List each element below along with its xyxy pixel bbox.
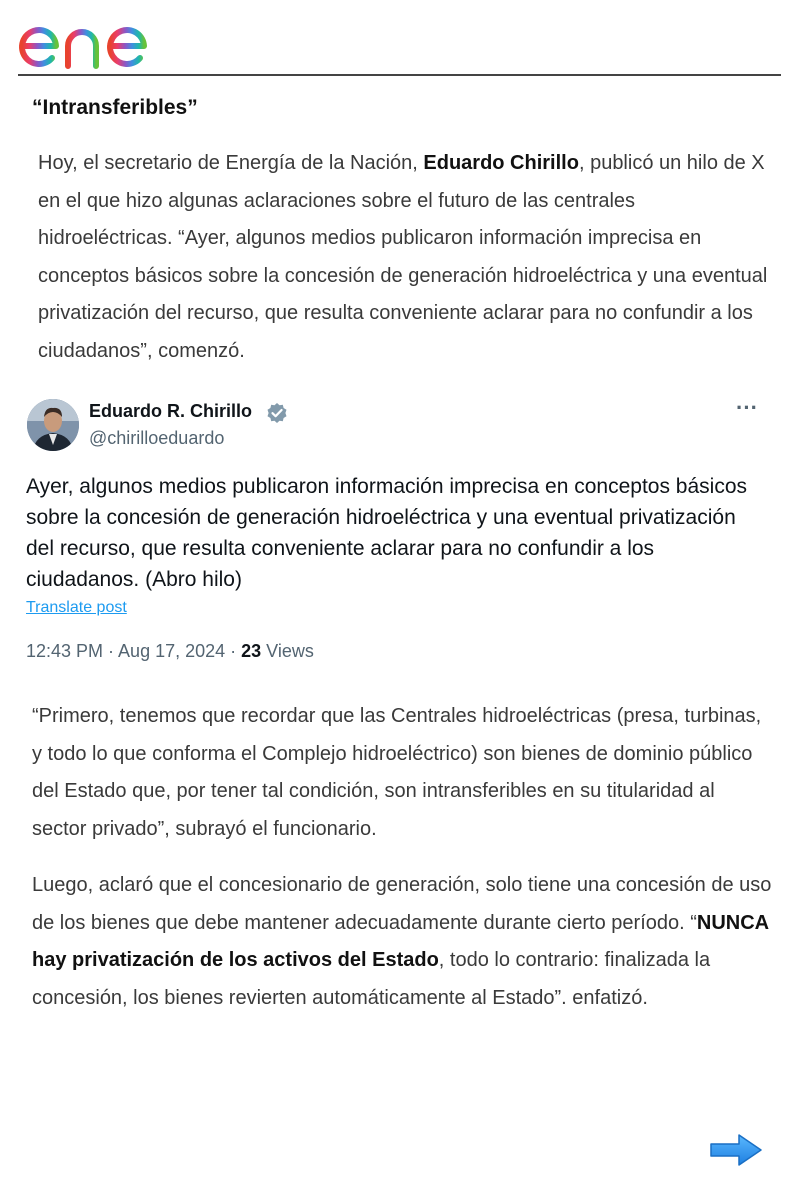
paragraph-quote: “Primero, tenemos que recordar que las Centrales hidroeléctricas (presa, turbinas, y todo lo que conforma el Complejo hidroeléctrico) son bienes de dominio público del Estado que, por tener tal condición, son intransferibles en su titularidad al sector privado”, subrayó el funcionario. xyxy=(32,705,762,840)
more-options-icon[interactable]: ··· xyxy=(736,395,758,420)
tweet-meta xyxy=(26,641,314,662)
tweet-views-count: 23 xyxy=(241,641,262,661)
verified-badge-icon xyxy=(266,402,288,424)
translate-post-link[interactable]: Translate post xyxy=(26,599,127,616)
avatar[interactable] xyxy=(27,399,79,451)
header-divider xyxy=(18,74,781,76)
tweet-author-name[interactable]: Eduardo R. Chirillo xyxy=(89,401,253,421)
paragraph-intro-bold: Eduardo Chirillo xyxy=(423,152,579,174)
tweet-author-handle[interactable]: @chirilloeduardo xyxy=(89,428,225,448)
tweet-text: Ayer, algunos medios publicaron información imprecisa en conceptos básicos sobre la concesión de generación hidroeléctrica y una eventual privatización del recurso, que resulta conveniente aclarar para no confundir a los ciudadanos. (Abro hilo) xyxy=(26,475,748,591)
next-arrow-icon[interactable] xyxy=(709,1132,763,1168)
tweet-views-label: Views xyxy=(261,641,314,661)
paragraph-intro xyxy=(38,145,768,370)
paragraph-conclusion-start: Luego, aclaró que el concesionario de generación, solo tiene una concesión de uso de los bienes que debe mantener adecuadamente durante cierto período. “ xyxy=(32,874,772,934)
enel-logo[interactable] xyxy=(16,6,182,70)
embedded-tweet[interactable] xyxy=(0,385,800,685)
section-title: “Intransferibles” xyxy=(32,96,198,119)
paragraph-conclusion-bold: NUNCA hay privatización de los activos del Estado xyxy=(32,911,769,971)
paragraph-conclusion-end: , todo lo contrario: finalizada la concesión, los bienes revierten automáticamente al Estado”. enfatizó. xyxy=(32,949,711,1009)
tweet-timestamp[interactable]: 12:43 PM · Aug 17, 2024 · xyxy=(26,641,242,661)
site-header xyxy=(0,0,800,76)
paragraph-intro-end: , publicó un hilo de X en el que hizo algunas aclaraciones sobre el futuro de las centrales hidroeléctricas. “Ayer, algunos medios publicaron información imprecisa en conceptos básicos sobre la concesión de generación hidroeléctrica y una eventual privatización del recurso, que resulta conveniente aclarar para no confundir a los ciudadanos”, comenzó. xyxy=(38,152,768,362)
paragraph-intro-start: Hoy, el secretario de Energía de la Nación, xyxy=(38,152,424,174)
paragraph-conclusion xyxy=(32,867,772,1017)
